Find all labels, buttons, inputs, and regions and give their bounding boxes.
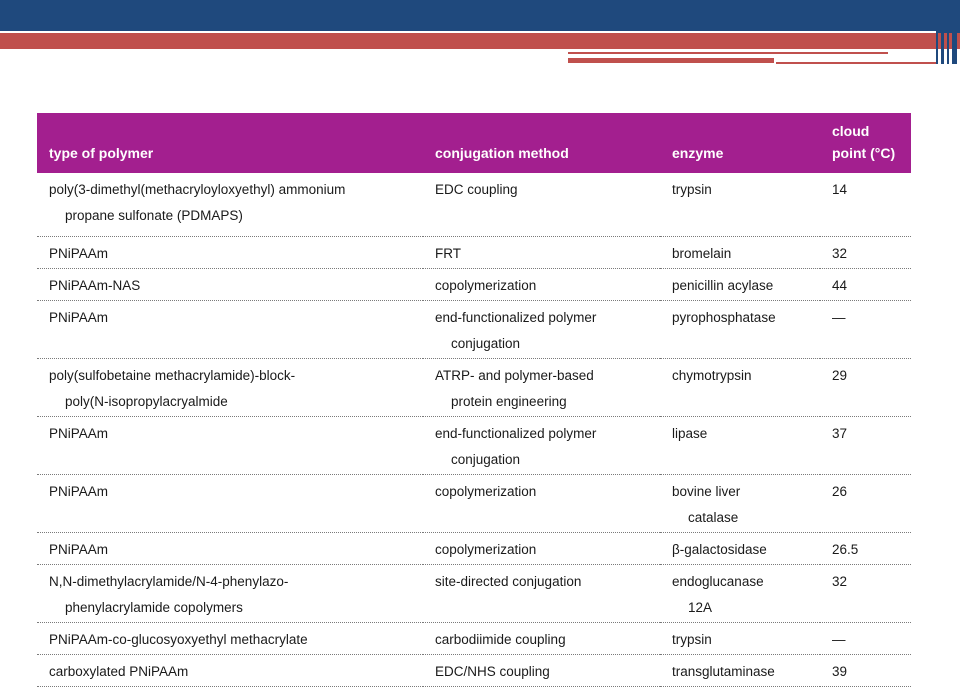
cell-polymer: PNiPAAm [37, 532, 423, 564]
accent-line [776, 62, 936, 64]
header-band-divider [0, 31, 936, 33]
table-row [37, 564, 911, 622]
header-vertical-stripes [936, 0, 960, 64]
cell-enzyme: chymotrypsin [660, 358, 820, 416]
cell-cloud-point: 14 [820, 173, 911, 236]
table-row [37, 532, 911, 564]
header-cloud-line-2: point (°C) [832, 145, 896, 161]
cell-method: copolymerization [423, 532, 660, 564]
cell-enzyme: lipase [660, 416, 820, 474]
header-band-red [0, 33, 960, 49]
header-polymer: type of polymer [37, 113, 423, 173]
cell-cloud-point: 26.5 [820, 532, 911, 564]
cell-cloud-point: 44 [820, 268, 911, 300]
table-row [37, 173, 911, 236]
cell-method: EDC/NHS coupling [423, 654, 660, 686]
header-band-blue [0, 0, 960, 34]
table-row [37, 236, 911, 268]
cell-polymer: PNiPAAm [37, 236, 423, 268]
cell-method: end-functionalized polymer conjugation [423, 300, 660, 358]
cell-polymer: N,N-dimethylacrylamide/N-4-phenylazo- phenylacrylamide copolymers [37, 564, 423, 622]
table-row [37, 474, 911, 532]
cell-cloud-point: 39 [820, 654, 911, 686]
table-body [37, 173, 911, 686]
cell-enzyme: pyrophosphatase [660, 300, 820, 358]
cell-polymer: poly(sulfobetaine methacrylamide)-block- poly(N-isopropylacryalmide [37, 358, 423, 416]
accent-line [568, 58, 774, 63]
header-cloud-point [820, 113, 911, 173]
cell-method: site-directed conjugation [423, 564, 660, 622]
header-method: conjugation method [423, 113, 660, 173]
cell-polymer: PNiPAAm [37, 474, 423, 532]
cell-enzyme: penicillin acylase [660, 268, 820, 300]
cell-cloud-point: 26 [820, 474, 911, 532]
cell-cloud-point: 29 [820, 358, 911, 416]
enzyme-conjugate-table [37, 113, 911, 687]
table-row [37, 300, 911, 358]
cell-polymer: PNiPAAm [37, 300, 423, 358]
cell-method: copolymerization [423, 268, 660, 300]
cell-polymer: carboxylated PNiPAAm [37, 654, 423, 686]
table-row [37, 654, 911, 686]
header-enzyme: enzyme [660, 113, 820, 173]
cell-enzyme: trypsin [660, 173, 820, 236]
accent-line [568, 52, 888, 54]
table-row [37, 268, 911, 300]
cell-polymer: PNiPAAm [37, 416, 423, 474]
cell-enzyme: trypsin [660, 622, 820, 654]
cell-cloud-point: 37 [820, 416, 911, 474]
cell-enzyme: bromelain [660, 236, 820, 268]
cell-cloud-point: 32 [820, 564, 911, 622]
cell-method: copolymerization [423, 474, 660, 532]
table-row [37, 416, 911, 474]
table-row [37, 358, 911, 416]
table-row [37, 622, 911, 654]
cell-cloud-point: — [820, 300, 911, 358]
cell-enzyme: β-galactosidase [660, 532, 820, 564]
cell-enzyme: bovine liver catalase [660, 474, 820, 532]
cell-cloud-point: — [820, 622, 911, 654]
cell-method: EDC coupling [423, 173, 660, 236]
cell-method: ATRP- and polymer-based protein engineering [423, 358, 660, 416]
header-cloud-line-1: cloud [832, 123, 870, 139]
cell-polymer: PNiPAAm-NAS [37, 268, 423, 300]
cell-method: carbodiimide coupling [423, 622, 660, 654]
cell-method: FRT [423, 236, 660, 268]
cell-polymer: poly(3-dimethyl(methacryloyloxyethyl) ammonium propane sulfonate (PDMAPS) [37, 173, 423, 236]
cell-cloud-point: 32 [820, 236, 911, 268]
cell-polymer: PNiPAAm-co-glucosyoxyethyl methacrylate [37, 622, 423, 654]
table-header [37, 113, 911, 173]
cell-method: end-functionalized polymer conjugation [423, 416, 660, 474]
cell-enzyme: transglutaminase [660, 654, 820, 686]
cell-enzyme: endoglucanase 12A [660, 564, 820, 622]
